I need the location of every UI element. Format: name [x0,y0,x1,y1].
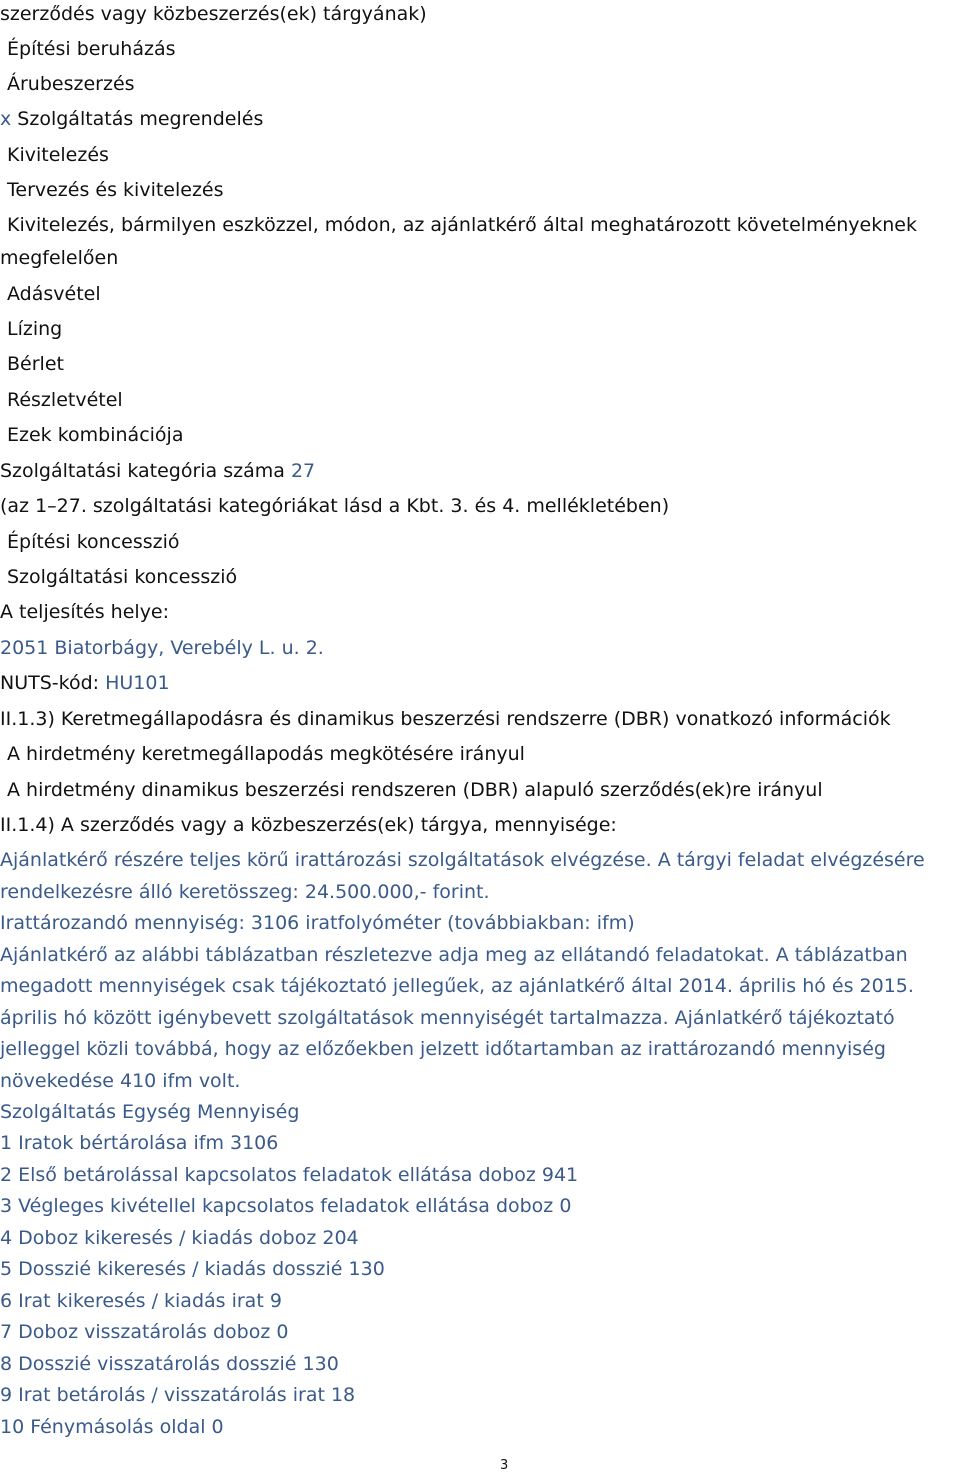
concession-epitesi: Építési koncesszió [7,531,180,553]
service-table-row: 1 Iratok bértárolása ifm 3106 [0,1132,279,1154]
contract-type-szolgaltatas [0,107,263,131]
service-table-row: 10 Fénymásolás oldal 0 [0,1416,224,1438]
service-table-header: Szolgáltatás Egység Mennyiség [0,1101,300,1123]
nuts-value: HU101 [105,672,170,694]
contract-type-label: Szolgáltatás megrendelés [17,108,264,130]
selected-mark: x [0,108,12,130]
service-table-row: 8 Dosszié visszatárolás dosszié 130 [0,1353,339,1375]
nuts-line [0,671,170,695]
section-114-para3-line2: megadott mennyiségek csak tájékoztató jellegűek, az ajánlatkérő által 2014. április hó és 2015. [0,975,914,997]
service-table-row: 3 Végleges kivétellel kapcsolatos feladatok ellátása doboz 0 [0,1195,572,1217]
service-table-row: 9 Irat betárolás / visszatárolás irat 18 [0,1384,356,1406]
purchase-type-berlet: Bérlet [7,353,64,375]
category-value: 27 [290,460,316,482]
section-114-para1-line2: rendelkezésre álló keretösszeg: 24.500.000,- forint. [0,881,490,903]
service-table-row: 2 Első betárolással kapcsolatos feladatok ellátása doboz 941 [0,1164,579,1186]
contract-type-tervezes: Tervezés és kivitelezés [7,179,224,201]
category-label: Szolgáltatási kategória száma [0,460,285,482]
kivitelezes-line-2: megfelelően [0,247,119,269]
service-table-row: 5 Dosszié kikeresés / kiadás dosszié 130 [0,1258,385,1280]
purchase-type-adasvetel: Adásvétel [7,283,101,305]
nuts-label: NUTS-kód: [0,672,100,694]
service-table-row: 4 Doboz kikeresés / kiadás doboz 204 [0,1227,359,1249]
kivitelezes-line-1: Kivitelezés, bármilyen eszközzel, módon, az ajánlatkérő által meghatározott követelményeknek [7,214,917,236]
contract-type-epitesi: Építési beruházás [7,38,176,60]
concession-szolgaltatasi: Szolgáltatási koncesszió [7,566,238,588]
section-114-para3-line3: április hó között igénybevett szolgáltatások mennyiségét tartalmazza. Ajánlatkérő tájékoztató [0,1007,895,1029]
category-note: (az 1–27. szolgáltatási kategóriákat lásd a Kbt. 3. és 4. mellékletében) [0,495,670,517]
service-table-row: 6 Irat kikeresés / kiadás irat 9 [0,1290,282,1312]
contract-type-kivitelezes: Kivitelezés [7,144,109,166]
purchase-type-lizing: Lízing [7,318,63,340]
section-114-title: II.1.4) A szerződés vagy a közbeszerzés(ek) tárgya, mennyisége: [0,814,617,836]
section-113-item-1: A hirdetmény keretmegállapodás megkötésére irányul [7,743,525,765]
section-113-title: II.1.3) Keretmegállapodásra és dinamikus beszerzési rendszerre (DBR) vonatkozó információk [0,708,891,730]
section-114-para3-line1: Ajánlatkérő az alábbi táblázatban részletezve adja meg az ellátandó feladatokat. A táblázatban [0,944,908,966]
service-table-row: 7 Doboz visszatárolás doboz 0 [0,1321,289,1343]
header-line: szerződés vagy közbeszerzés(ek) tárgyának) [0,3,427,25]
place-value: 2051 Biatorbágy, Verebély L. u. 2. [0,637,324,659]
section-113-item-2: A hirdetmény dinamikus beszerzési rendszeren (DBR) alapuló szerződés(ek)re irányul [7,779,823,801]
place-label: A teljesítés helye: [0,601,170,623]
purchase-type-reszletvetel: Részletvétel [7,389,123,411]
section-114-para2: Irattározandó mennyiség: 3106 iratfolyóméter (továbbiakban: ifm) [0,912,635,934]
section-114-para3-line4: jelleggel közli továbbá, hogy az előzőekben jelzett időtartamban az irattározandó mennyiség [0,1038,886,1060]
category-line [0,459,315,483]
section-114-para3-line5: növekedése 410 ifm volt. [0,1070,241,1092]
page-number: 3 [500,1458,509,1473]
section-114-para1-line1: Ajánlatkérő részére teljes körű irattározási szolgáltatások elvégzése. A tárgyi feladat elvégzésére [0,849,925,871]
purchase-type-kombinacio: Ezek kombinációja [7,424,184,446]
contract-type-arubeszerzes: Árubeszerzés [7,73,135,95]
